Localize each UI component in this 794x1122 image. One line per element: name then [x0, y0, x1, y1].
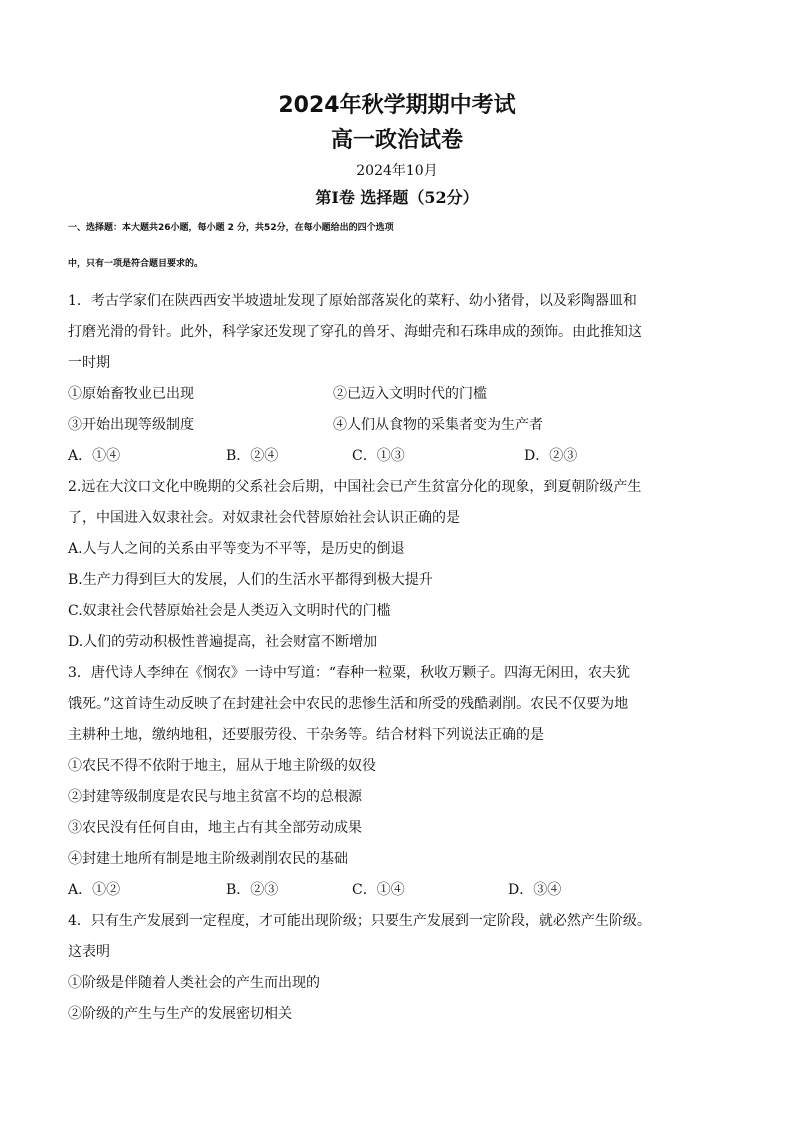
q3-option-c: C．①④ [352, 882, 405, 898]
exam-date: 2024年10月 [356, 163, 438, 179]
q1-option-d: D．②③ [524, 448, 578, 464]
q4-stem-line-2: 这表明 [68, 944, 110, 960]
q4-stem-line-1: 4．只有生产发展到一定程度，才可能出现阶级；只要生产发展到一定阶段，就必然产生阶级。 [68, 913, 651, 929]
q2-option-d: D.人们的劳动积极性普遍提高，社会财富不断增加 [68, 634, 378, 650]
q2-stem-line-2: 了，中国进入奴隶社会。对奴隶社会代替原始社会认识正确的是 [68, 510, 460, 526]
q1-statement-3: ③开始出现等级制度 [68, 417, 194, 433]
q1-statement-2: ②已迈入文明时代的门槛 [333, 386, 487, 402]
q1-stem-line-3: 一时期 [68, 355, 110, 371]
q1-statement-4: ④人们从食物的采集者变为生产者 [333, 417, 543, 433]
q1-statement-1: ①原始畜牧业已出现 [68, 386, 194, 402]
q3-statement-1: ①农民不得不依附于地主，屈从于地主阶级的奴役 [68, 758, 376, 774]
q2-stem-line-1: 2.远在大汶口文化中晚期的父系社会后期，中国社会已产生贫富分化的现象，到夏朝阶级产生 [68, 479, 642, 495]
q2-option-c: C.奴隶社会代替原始社会是人类迈入文明时代的门槛 [68, 603, 391, 619]
q1-option-c: C．①③ [352, 448, 405, 464]
q3-statement-2: ②封建等级制度是农民与地主贫富不均的总根源 [68, 789, 362, 805]
exam-subtitle: 高一政治试卷 [330, 128, 463, 153]
q1-option-a: A．①④ [68, 448, 121, 464]
q3-statement-3: ③农民没有任何自由，地主占有其全部劳动成果 [68, 820, 362, 836]
exam-title: 2024年秋学期期中考试 [278, 93, 516, 118]
q1-option-b: B．②④ [226, 448, 279, 464]
q3-statement-4: ④封建土地所有制是地主阶级剥削农民的基础 [68, 851, 348, 867]
q4-statement-1: ①阶级是伴随着人类社会的产生而出现的 [68, 975, 320, 991]
q1-stem-line-2: 打磨光滑的骨针。此外，科学家还发现了穿孔的兽牙、海蚶壳和石珠串成的颈饰。由此推知这 [68, 324, 642, 340]
q4-statement-2: ②阶级的产生与生产的发展密切相关 [68, 1006, 292, 1022]
q3-option-a: A．①② [68, 882, 121, 898]
q3-stem-line-2: 饿死。”这首诗生动反映了在封建社会中农民的悲惨生活和所受的残酷剥削。农民不仅要为地 [68, 696, 629, 712]
q1-stem-line-1: 1．考古学家们在陕西西安半坡遗址发现了原始部落炭化的菜籽、幼小猪骨，以及彩陶器皿和 [68, 293, 637, 309]
q2-option-a: A.人与人之间的关系由平等变为不平等，是历史的倒退 [68, 541, 405, 557]
q3-stem-line-1: 3．唐代诗人李绅在《悯农》一诗中写道：“春种一粒粟，秋收万颗子。四海无闲田，农夫犹 [68, 665, 631, 681]
q3-option-d: D．③④ [508, 882, 562, 898]
q3-stem-line-3: 主耕种土地，缴纳地租，还要服劳役、干杂务等。结合材料下列说法正确的是 [68, 727, 544, 743]
q3-option-b: B．②③ [226, 882, 279, 898]
instructions-line-2: 中，只有一项是符合题目要求的。 [68, 259, 204, 269]
q2-option-b: B.生产力得到巨大的发展，人们的生活水平都得到极大提升 [68, 572, 433, 588]
instructions-line-1: 一、选择题：本大题共26小题，每小题 2 分，共52分，在每小题给出的四个选项 [68, 223, 394, 233]
section-heading: 第Ⅰ卷 选择题（52分） [315, 188, 479, 207]
